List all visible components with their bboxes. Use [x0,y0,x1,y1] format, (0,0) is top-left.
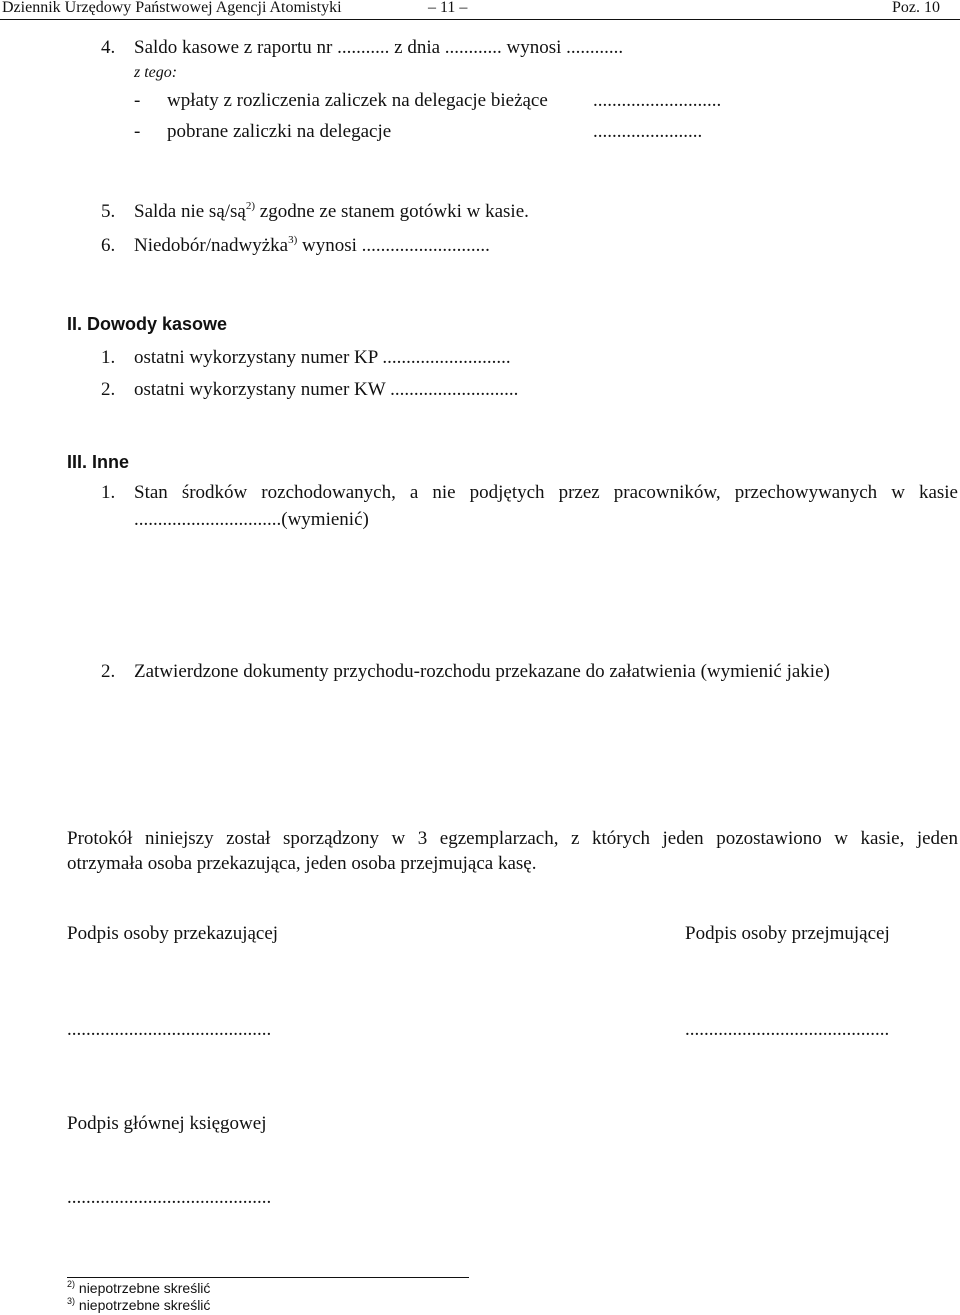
item-6-text-b: wynosi ........................... [297,235,490,256]
item-4-sub-2 [134,120,391,144]
item-4 [101,36,623,60]
section-3-item-1-line-2: ...............................(wymienić) [134,509,369,530]
section-2-item-2 [101,378,518,402]
header-page-number: – 11 – [428,0,468,16]
section-3-item-2 [101,660,830,684]
item-4-sub-1-dash: - [134,90,141,111]
footnote-rule [67,1277,469,1278]
section-3-item-2-text: Zatwierdzone dokumenty przychodu-rozchodu przekazane do załatwienia (wymienić jakie) [134,661,830,682]
signature-handing-over-label: Podpis osoby przekazującej [67,923,279,944]
header-position: Poz. 10 [892,0,940,16]
footnote-2-mark: 2) [67,1279,76,1289]
section-2-item-2-text: ostatni wykorzystany numer KW ........................... [134,379,519,400]
section-3-item-1-number: 1. [101,482,116,503]
item-4-sub-2-text: pobrane zaliczki na delegacje [167,121,392,142]
header-publication-title: Dziennik Urzędowy Państwowej Agencji Atomistyki [2,0,342,16]
item-4-sub-1-dots: ........................... [593,90,722,111]
section-2-item-2-number: 2. [101,379,116,400]
signature-chief-accountant-field: ........................................... [67,1187,272,1208]
signature-receiving-field: ........................................... [685,1019,890,1040]
section-2-item-1-text: ostatni wykorzystany numer KP ........................... [134,347,511,368]
item-4-number: 4. [101,37,116,58]
footnote-3-mark: 3) [67,1296,76,1306]
item-4-text: Saldo kasowe z raportu nr ........... z dnia ............ wynosi ............ [134,37,624,58]
section-3-item-2-number: 2. [101,661,116,682]
item-4-sub-1 [134,89,548,113]
section-2-title: II. Dowody kasowe [67,314,228,334]
item-5-number: 5. [101,201,116,222]
header-rule [0,19,960,20]
item-6 [101,234,490,258]
signature-handing-over-field: ........................................... [67,1019,272,1040]
item-5-footnote-ref: 2) [245,200,256,212]
item-6-number: 6. [101,235,116,256]
item-6-footnote-ref: 3) [288,234,298,246]
section-3-title: III. Inne [67,452,130,472]
footnote-3 [67,1297,210,1314]
item-4-sub-2-dots: ....................... [593,121,703,142]
item-5-text-b: zgodne ze stanem gotówki w kasie. [255,201,529,222]
section-2-item-1 [101,346,511,370]
item-4-ztego: z tego: [134,64,178,81]
signature-chief-accountant-label: Podpis głównej księgowej [67,1113,267,1134]
section-3-item-1-line-1: Stan środków rozchodowanych, a nie podjętych przez pracowników, przechowywanych w kasie [134,482,958,503]
footnote-3-text: niepotrzebne skreślić [78,1297,211,1313]
signature-receiving-label: Podpis osoby przejmującej [685,923,890,944]
item-6-text-a: Niedobór/nadwyżka [134,235,289,256]
footnote-2-text: niepotrzebne skreślić [78,1280,211,1296]
protocol-line-1: Protokół niniejszy został sporządzony w 3 egzemplarzach, z których jeden pozostawiono w kasie, jeden [67,828,958,849]
footnote-2 [67,1280,210,1297]
item-5-text-a: Salda nie są/są [134,201,246,222]
item-5 [101,200,529,224]
item-4-sub-2-dash: - [134,121,141,142]
item-4-sub-1-text: wpłaty z rozliczenia zaliczek na delegacje bieżące [167,90,548,111]
section-2-item-1-number: 1. [101,347,116,368]
protocol-line-2: otrzymała osoba przekazująca, jeden osoba przejmująca kasę. [67,853,537,874]
